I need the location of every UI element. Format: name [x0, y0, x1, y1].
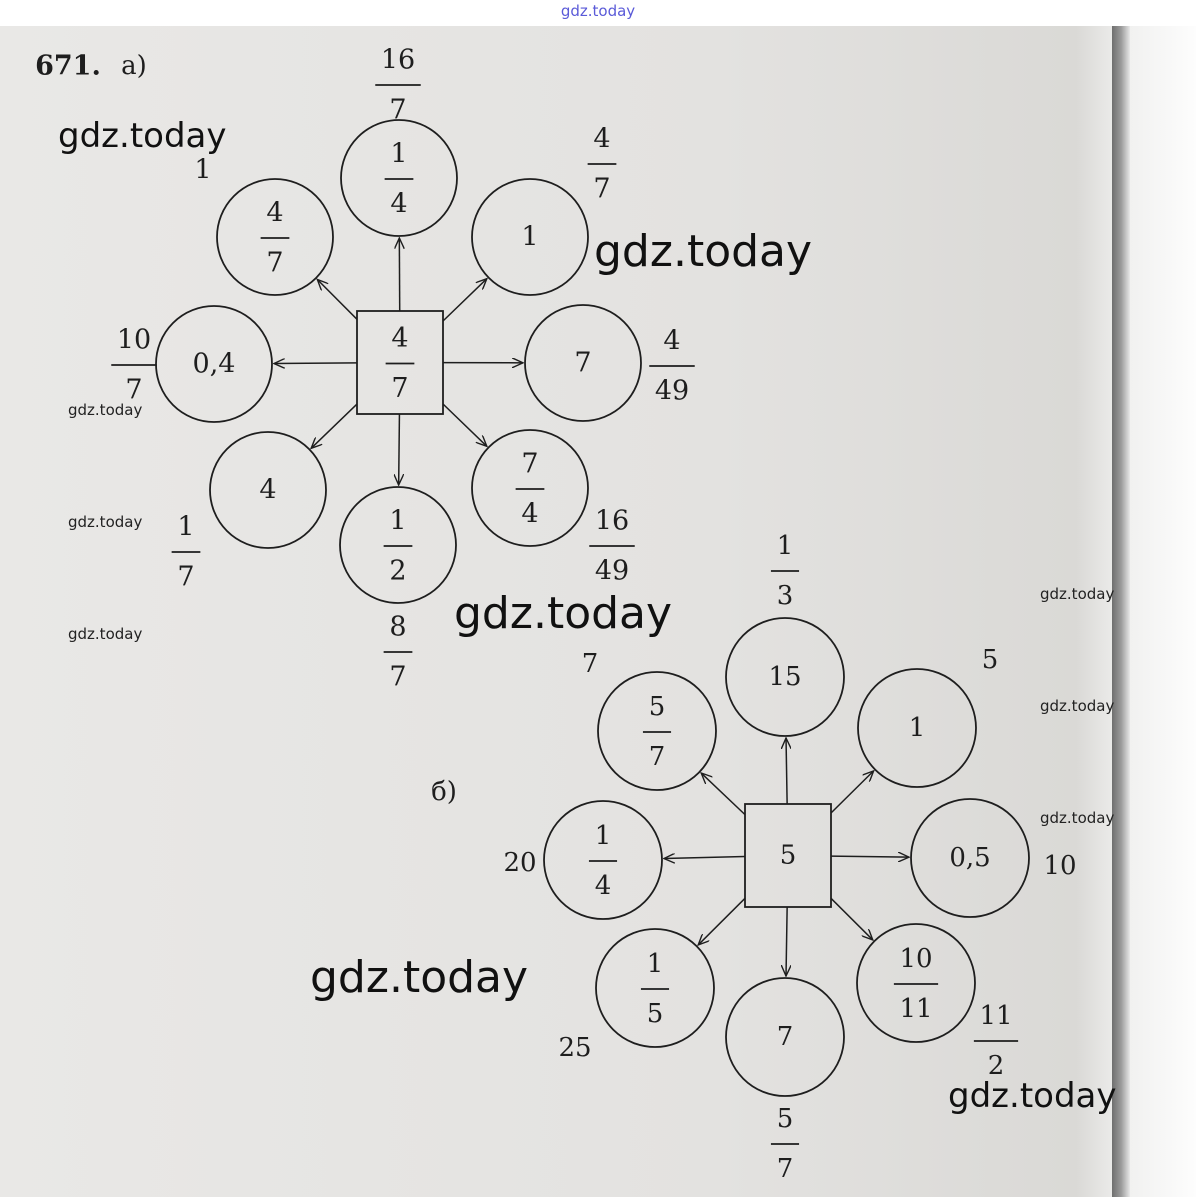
diagram_a-circle-value-bottom-left	[259, 475, 276, 506]
diagram_b-circle-value-left-denominator: 4	[594, 871, 612, 901]
diagram_b-circle-value-top-right	[909, 713, 926, 743]
diagram_b-arrow-top-left	[701, 773, 745, 815]
diagram_a-center-value-denominator: 7	[391, 373, 409, 404]
diagram_a-answer-bottom-right-numerator: 16	[594, 505, 630, 537]
diagram_a-arrow-top-left	[317, 280, 357, 320]
diagram_b-circle-value-bottom-left-denominator: 5	[646, 999, 664, 1029]
diagram_a-answer-bottom	[384, 612, 413, 693]
diagram_b-arrow-bottom-right	[831, 898, 873, 940]
diagram_b-circle-value-bottom-right-numerator: 10	[899, 944, 933, 974]
diagram_b-arrow-top-right	[831, 771, 874, 813]
diagram_a-circle-value-bottom	[384, 506, 413, 587]
diagram_a-circle-value-right-text: 7	[574, 347, 592, 379]
diagram_a-answer-bottom-denominator: 7	[389, 661, 407, 693]
diagram_b-answer-left-text: 20	[503, 848, 537, 878]
diagram_b-circle-bottom-left	[596, 929, 714, 1047]
diagram_a-circle-value-bottom-numerator: 1	[389, 505, 407, 537]
diagram_b-answer-bottom-numerator: 5	[776, 1104, 794, 1134]
diagram_a-circle-value-bottom-right-denominator: 4	[521, 498, 539, 530]
diagram_b-answer-top-denominator: 3	[776, 581, 794, 611]
diagram_a-answer-top-denominator: 7	[389, 94, 407, 126]
diagram_b-circle-bottom-right	[857, 924, 975, 1042]
diagram_b-answer-top-right	[982, 645, 999, 675]
diagram_b-circle-value-right	[949, 843, 990, 873]
diagram_b-arrow-left	[664, 857, 745, 859]
diagram_a-circle-value-right	[574, 348, 591, 379]
part-a-label: а)	[121, 51, 147, 81]
diagram_b-circle-value-right-text: 0,5	[949, 843, 991, 873]
diagram_b-answer-right	[1043, 851, 1076, 881]
watermark: gdz.today	[310, 952, 529, 1003]
watermark: gdz.today	[948, 1076, 1117, 1116]
diagram_a-answer-bottom-left-denominator: 7	[177, 561, 195, 593]
diagram_b-circle-value-left	[589, 821, 617, 901]
diagram_b-circle-value-top-right-text: 1	[908, 713, 926, 743]
diagram_b-circle-value-top	[768, 662, 801, 692]
diagram_a-arrow-top-right	[443, 279, 487, 321]
diagram_b-answer-left	[503, 848, 536, 878]
watermark: gdz.today	[68, 513, 143, 531]
watermark: gdz.today	[1040, 585, 1115, 603]
diagram_b-answer-top-right-text: 5	[981, 645, 999, 675]
diagram_b-circle-value-bottom-right-denominator: 11	[899, 994, 933, 1024]
diagram_b-circle-value-bottom	[777, 1022, 794, 1052]
diagram_a-answer-right-numerator: 4	[663, 325, 681, 357]
diagram_a-arrow-bottom-right	[443, 404, 487, 446]
diagram_a-answer-top-right-numerator: 4	[593, 123, 611, 155]
diagram_b-arrow-top	[786, 738, 787, 804]
part-b-label: б)	[431, 777, 457, 807]
diagram_b-answer-bottom	[771, 1104, 799, 1184]
watermark: gdz.today	[1040, 697, 1115, 715]
diagram_a-circle-value-bottom-left-text: 4	[259, 474, 277, 506]
diagram_a-answer-right-denominator: 49	[654, 375, 690, 407]
diagram_a-circle-value-top-denominator: 4	[390, 188, 408, 220]
diagram_b-answer-top-numerator: 1	[776, 531, 794, 561]
diagram_a-circle-value-top-right	[521, 222, 538, 253]
diagram_a-answer-bottom-numerator: 8	[389, 611, 407, 643]
diagram_b-answer-top-left-text: 7	[581, 649, 599, 679]
diagram_b-answer-bottom-left-text: 25	[558, 1033, 592, 1063]
diagram_b-circle-value-bottom-left	[641, 949, 669, 1029]
diagram_a-circle-value-bottom-right	[516, 449, 545, 530]
diagram_a-answer-bottom-left	[172, 512, 201, 593]
diagram_a-answer-top-right-denominator: 7	[593, 173, 611, 205]
diagram_b-circle-value-top-text: 15	[768, 662, 802, 692]
diagram_a-center-value	[386, 323, 415, 404]
diagram_b-circle-value-left-numerator: 1	[594, 821, 612, 851]
watermark: gdz.today	[454, 588, 673, 639]
diagram_b-circle-left	[544, 801, 662, 919]
site-watermark[interactable]: gdz.today	[560, 2, 636, 20]
diagram_a-circle-value-left-text: 0,4	[192, 348, 236, 380]
diagram_b-arrow-bottom	[786, 907, 787, 976]
diagram_a-answer-left-numerator: 10	[116, 324, 152, 356]
diagram_b-center-value-text: 5	[779, 840, 797, 871]
diagram_b-circle-top-left	[598, 672, 716, 790]
diagram_b-answer-bottom-right-numerator: 11	[979, 1001, 1013, 1031]
diagram_a-answer-left	[111, 325, 156, 406]
diagram_a-circle-value-top-left	[261, 198, 290, 279]
diagram_b-circle-value-bottom-right	[894, 944, 938, 1024]
watermark: gdz.today	[58, 116, 227, 156]
watermark: gdz.today	[594, 226, 813, 277]
diagram_a-answer-right	[649, 326, 694, 407]
diagram_a-arrow-bottom-left	[311, 404, 357, 448]
exercise-number: 671.	[35, 50, 101, 82]
diagram_b-answer-bottom-right-denominator: 2	[987, 1051, 1005, 1081]
diagram_a-answer-bottom-left-numerator: 1	[177, 511, 195, 543]
diagram_a-answer-top-left	[194, 155, 211, 186]
watermark: gdz.today	[68, 401, 143, 419]
diagram_a-circle-value-top-left-numerator: 4	[266, 197, 284, 229]
diagram_b-answer-right-text: 10	[1043, 851, 1077, 881]
diagram_b-circle-value-top-left-numerator: 5	[648, 692, 666, 722]
diagram_b-answer-bottom-denominator: 7	[776, 1154, 794, 1184]
diagram_b-center-value	[780, 841, 797, 871]
diagram_b-answer-top-left	[582, 649, 599, 679]
diagram_a-answer-top-numerator: 16	[380, 44, 416, 76]
diagram_a-circle-value-top-left-denominator: 7	[266, 247, 284, 279]
diagram_a-circle-value-bottom-right-numerator: 7	[521, 448, 539, 480]
diagram_b-arrow-right	[831, 856, 909, 857]
diagram_a-answer-top	[375, 45, 420, 126]
diagram_a-answer-top-right	[588, 124, 617, 205]
diagram_a-answer-left-denominator: 7	[125, 374, 143, 406]
diagram_a-center-value-numerator: 4	[391, 323, 409, 354]
diagram_a-answer-bottom-right	[589, 506, 634, 587]
watermark: gdz.today	[68, 625, 143, 643]
diagram_b-circle-value-top-left-denominator: 7	[648, 742, 666, 772]
diagram_a-circle-value-top-right-text: 1	[521, 221, 539, 253]
diagram_b-answer-bottom-right	[974, 1001, 1018, 1081]
diagram_a-arrow-left	[274, 363, 357, 364]
diagram_a-circle-value-top	[385, 139, 414, 220]
diagram_a-answer-bottom-right-denominator: 49	[594, 555, 630, 587]
diagram_a-arrow-bottom	[399, 414, 400, 485]
diagram_b-circle-value-bottom-text: 7	[776, 1022, 794, 1052]
diagram_a-circle-value-left	[193, 349, 236, 380]
diagram_b-circle-value-bottom-left-numerator: 1	[646, 949, 664, 979]
watermark: gdz.today	[1040, 809, 1115, 827]
diagram_a-circle-value-top-numerator: 1	[390, 138, 408, 170]
diagram_b-answer-top	[771, 531, 799, 611]
diagram_a-answer-top-left-text: 1	[194, 154, 212, 186]
diagram_b-answer-bottom-left	[558, 1033, 591, 1063]
diagram_b-arrow-bottom-left	[698, 898, 745, 945]
diagram_b-circle-value-top-left	[643, 692, 671, 772]
diagram_a-circle-value-bottom-denominator: 2	[389, 555, 407, 587]
